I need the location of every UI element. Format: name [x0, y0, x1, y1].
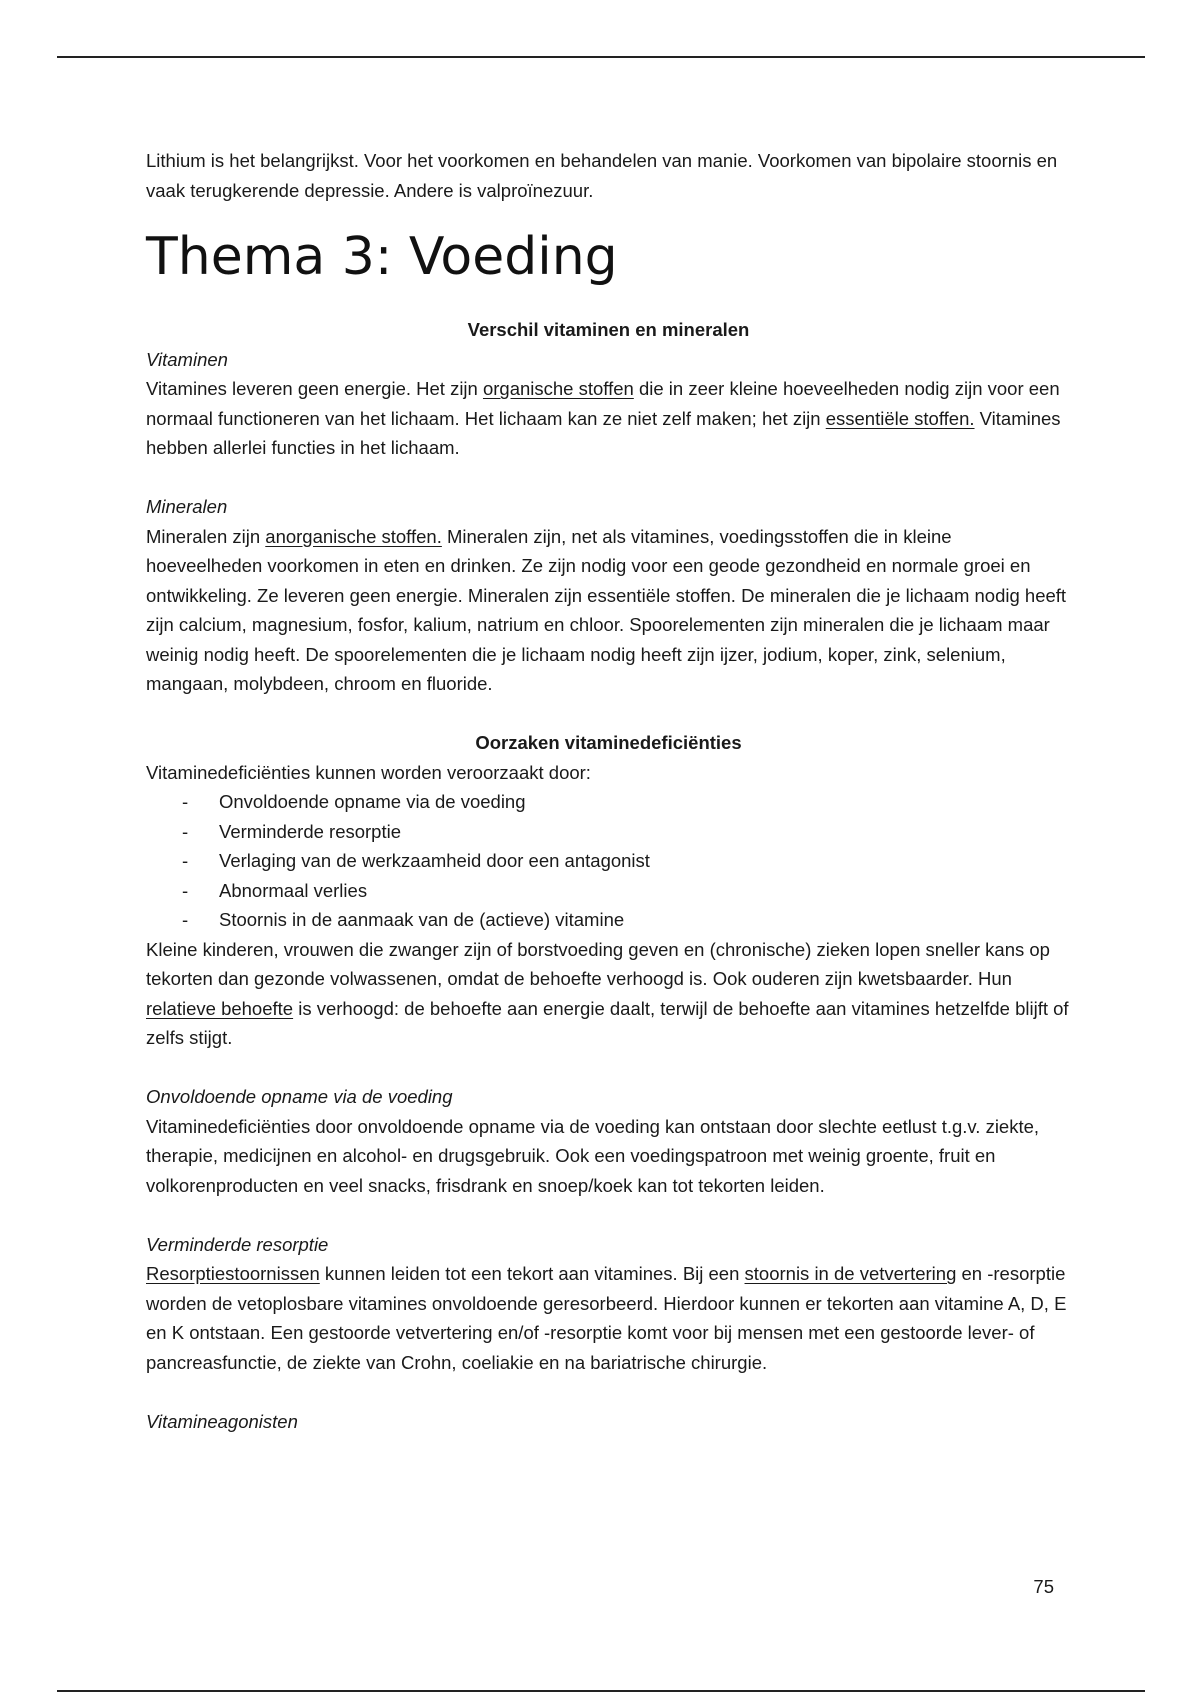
- subheading-vitaminen: Vitaminen: [146, 348, 228, 370]
- list-item: - Onvoldoende opname via de voeding: [182, 791, 526, 812]
- paragraph-verminderde-resorptie: Resorptiestoornissen kunnen leiden tot een tekort aan vitamines. Bij een stoornis in de vetvertering en -resorptie worden de vetoplosbare vitamines onvoldoende geresorbeerd. Hierdoor kunnen er tekorten aan vitamine A, D, E en K ontstaan. Een gestoorde vetvertering en/of -resorptie komt voor bij mensen met een gestoorde lever- of pancreasfunctie, de ziekte van Crohn, coeliakie en na bariatrische chirurgie.: [146, 1263, 1067, 1373]
- footer-rule: [57, 1690, 1145, 1692]
- underlined-term: relatieve behoefte: [146, 997, 294, 1019]
- section-heading-oorzaken: Oorzaken vitaminedeficiënties: [475, 732, 742, 753]
- list-item: - Verminderde resorptie: [182, 820, 402, 842]
- subheading-vitamineagonisten: Vitamineagonisten: [146, 1410, 298, 1432]
- page-number: 75: [1033, 1576, 1054, 1597]
- subheading-mineralen: Mineralen: [146, 496, 228, 517]
- subheading-verminderde-resorptie: Verminderde resorptie: [146, 1233, 329, 1255]
- subheading-onvoldoende-opname: Onvoldoende opname via de voeding: [146, 1086, 453, 1107]
- paragraph-onvoldoende-opname: Vitaminedeficiënties door onvoldoende opname via de voeding kan ontstaan door slechte eetlust t.g.v. ziekte, therapie, medicijnen en alcohol- en drugsgebruik. Ook een voedingspatroon met weinig groente, fruit en volkorenproducten en veel snacks, frisdrank en snoep/koek kan tot tekorten leiden.: [146, 1115, 1040, 1196]
- intro-paragraph: Lithium is het belangrijkst. Voor het voorkomen en behandelen van manie. Voorkomen van bipolaire stoornis en vaak terugkerende depressie. Andere is valproïnezuur.: [146, 150, 1058, 201]
- list-lead: Vitaminedeficiënties kunnen worden veroorzaakt door:: [146, 761, 591, 783]
- header-rule: [57, 56, 1145, 58]
- underlined-term: organische stoffen: [482, 378, 634, 399]
- paragraph-mineralen: Mineralen zijn anorganische stoffen. Mineralen zijn, net als vitamines, voedingsstoffen die in kleine hoeveelheden voorkomen in eten en drinken. Ze zijn nodig voor een geode gezondheid en normale groei en ontwikkeling. Ze leveren geen energie. Mineralen zijn essentiële stoffen. De mineralen die je lichaam nodig heeft zijn calcium, magnesium, fosfor, kalium, natrium en chloor. Spoorelementen zijn mineralen die je lichaam maar weinig nodig heeft. De spoorelementen die je lichaam nodig heeft zijn ijzer, jodium, koper, zink, selenium, mangaan, molybdeen, chroom en fluoride.: [146, 525, 1067, 694]
- underlined-term: essentiële stoffen.: [825, 407, 975, 429]
- paragraph-vitaminen: Vitamines leveren geen energie. Het zijn organische stoffen die in zeer kleine hoeveelheden nodig zijn voor een normaal functioneren van het lichaam. Het lichaam kan ze niet zelf maken; het zijn essentiële stoffen. Vitamines hebben allerlei functies in het lichaam.: [146, 378, 1061, 458]
- underlined-term: stoornis in de vetvertering: [744, 1263, 957, 1284]
- page-content: [146, 146, 1071, 1436]
- cause-list: [146, 787, 1071, 935]
- paragraph-risk-groups: Kleine kinderen, vrouwen die zwanger zijn of borstvoeding geven en (chronische) zieken lopen sneller kans op tekorten dan gezonde volwassenen, omdat de behoefte verhoogd is. Ook ouderen zijn kwetsbaarder. Hun relatieve behoefte is verhoogd: de behoefte aan energie daalt, terwijl de behoefte aan vitamines hetzelfde blijft of zelfs stijgt.: [146, 938, 1069, 1048]
- list-item: - Verlaging van de werkzaamheid door een antagonist: [182, 850, 650, 871]
- underlined-term: Resorptiestoornissen: [146, 1263, 320, 1284]
- section-heading-vitaminen-mineralen: Verschil vitaminen en mineralen: [467, 319, 750, 340]
- list-item: - Abnormaal verlies: [182, 879, 368, 901]
- list-item: - Stoornis in de aanmaak van de (actieve) vitamine: [182, 909, 625, 930]
- page-title: Thema 3: Voeding: [146, 227, 618, 287]
- underlined-term: anorganische stoffen.: [265, 525, 442, 547]
